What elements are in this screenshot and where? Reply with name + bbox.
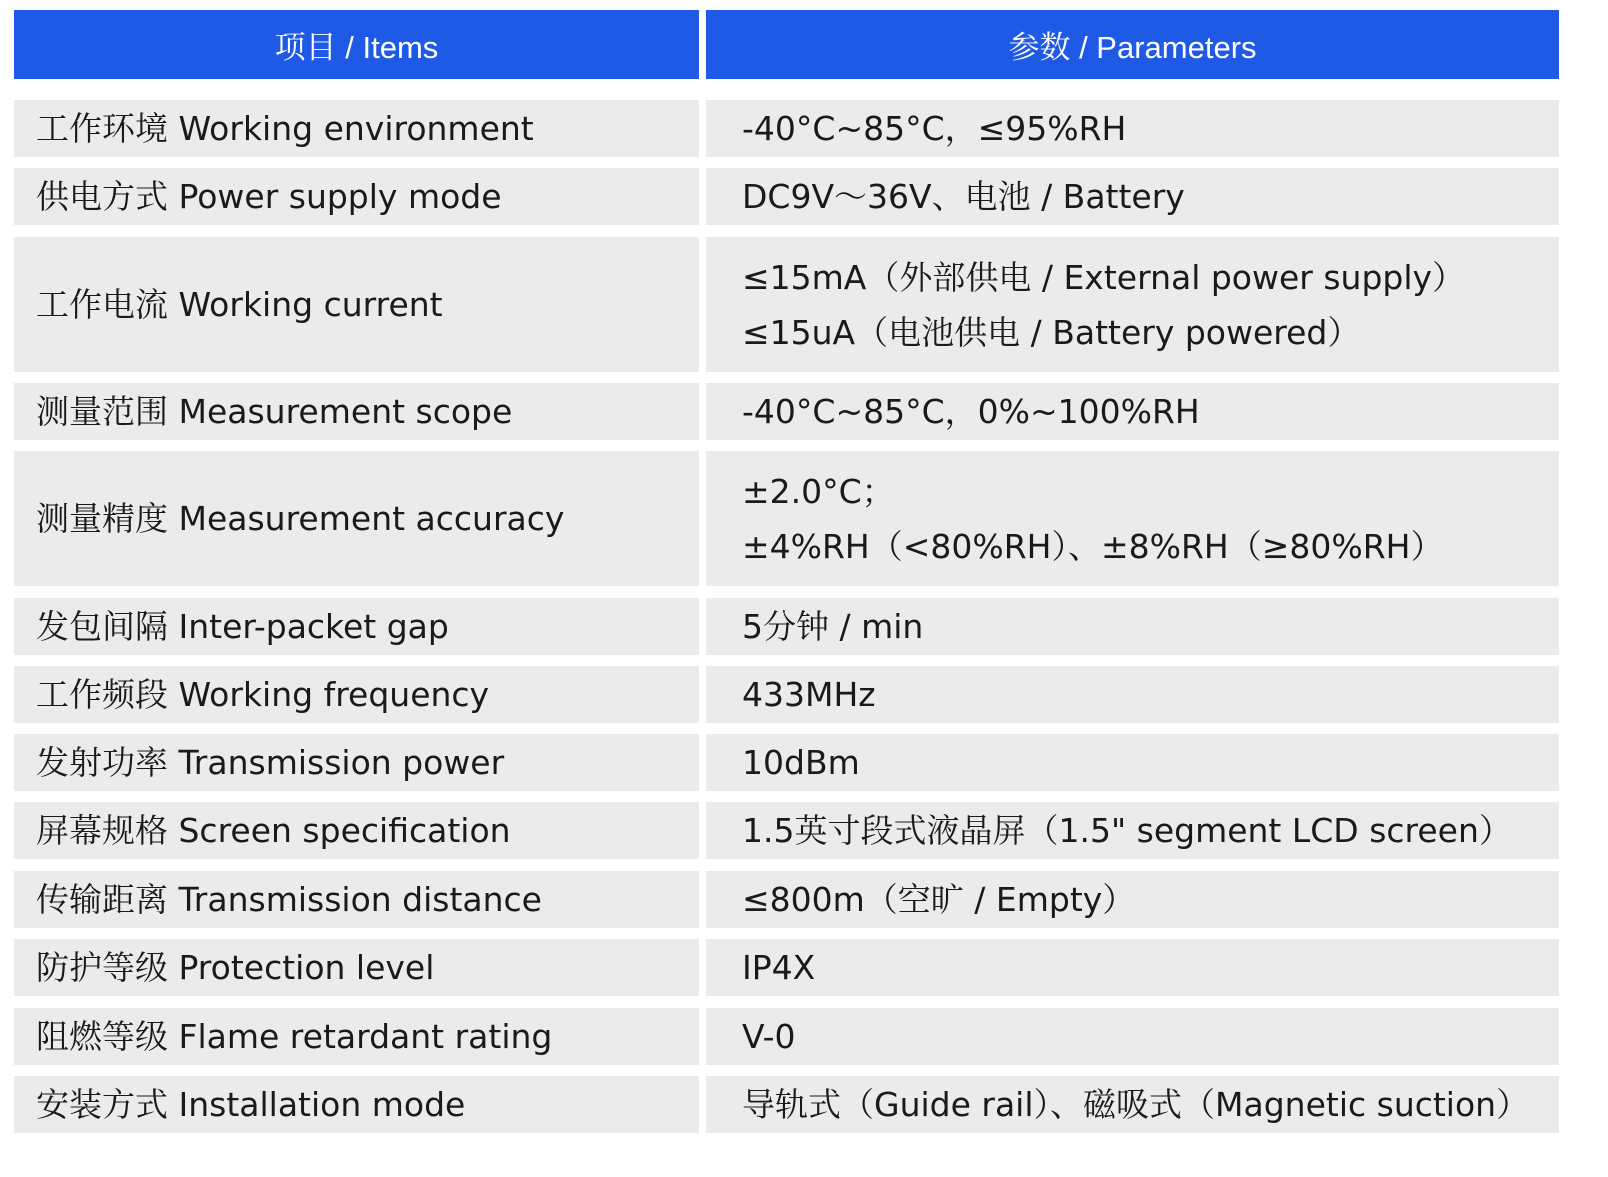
item-label: 工作环境 Working environment (36, 109, 534, 148)
table-row-item (14, 383, 699, 440)
table-row-item (14, 237, 699, 372)
value-line: 433MHz (742, 675, 876, 714)
table-row-item (14, 598, 699, 655)
table-row-item (14, 666, 699, 723)
value-line: 1.5英寸段式液晶屏（1.5" segment LCD screen） (742, 811, 1512, 850)
table-row-item (14, 168, 699, 225)
table-row-item (14, 871, 699, 928)
item-label: 安装方式 Installation mode (36, 1085, 466, 1124)
item-label: 测量精度 Measurement accuracy (36, 499, 565, 538)
item-label: 供电方式 Power supply mode (36, 177, 502, 216)
table-row-value (706, 168, 1559, 225)
table-row-value (706, 383, 1559, 440)
table-row-item (14, 734, 699, 791)
header-parameters-label: 参数 / Parameters (1008, 30, 1257, 65)
item-label: 测量范围 Measurement scope (36, 392, 513, 431)
value-line: ≤15mA（外部供电 / External power supply） (742, 257, 1466, 297)
table-row-value (706, 598, 1559, 655)
item-label: 防护等级 Protection level (36, 948, 435, 987)
table-row-item (14, 100, 699, 157)
item-label: 工作频段 Working frequency (36, 675, 490, 714)
value-line: DC9V～36V、电池 / Battery (742, 177, 1185, 216)
header-items (14, 10, 699, 79)
table-row-value (706, 237, 1559, 372)
item-label: 发射功率 Transmission power (36, 743, 505, 782)
item-label: 发包间隔 Inter-packet gap (36, 607, 449, 646)
item-label: 阻燃等级 Flame retardant rating (36, 1017, 553, 1056)
header-items-label: 项目 / Items (274, 30, 439, 65)
value-line: -40°C~85°C，0%~100%RH (742, 392, 1200, 431)
table-row-value (706, 1008, 1559, 1065)
table-row-item (14, 1076, 699, 1133)
value-line: ≤15uA（电池供电 / Battery powered） (742, 312, 1361, 352)
table-row-item (14, 802, 699, 859)
table-row-value (706, 1076, 1559, 1133)
header-parameters (706, 10, 1559, 79)
value-line: 5分钟 / min (742, 607, 924, 646)
value-line: V-0 (742, 1017, 796, 1056)
value-line: 导轨式（Guide rail）、磁吸式（Magnetic suction） (742, 1085, 1530, 1124)
table-row-value (706, 871, 1559, 928)
table-row-value (706, 100, 1559, 157)
table-row-value (706, 666, 1559, 723)
value-line: 10dBm (742, 743, 860, 782)
table-row-item (14, 939, 699, 996)
value-line: ≤800m（空旷 / Empty） (742, 880, 1136, 919)
table-row-value (706, 802, 1559, 859)
item-label: 屏幕规格 Screen specification (36, 811, 511, 850)
table-row-value (706, 939, 1559, 996)
table-row-value (706, 734, 1559, 791)
item-label: 工作电流 Working current (36, 285, 443, 324)
item-label: 传输距离 Transmission distance (36, 880, 542, 919)
table-row-item (14, 451, 699, 586)
value-line: ±2.0°C； (742, 471, 895, 511)
value-line: IP4X (742, 948, 816, 987)
table-row-value (706, 451, 1559, 586)
value-line: -40°C~85°C，≤95%RH (742, 109, 1127, 148)
value-line: ±4%RH（<80%RH）、±8%RH（≥80%RH） (742, 526, 1444, 566)
table-row-item (14, 1008, 699, 1065)
